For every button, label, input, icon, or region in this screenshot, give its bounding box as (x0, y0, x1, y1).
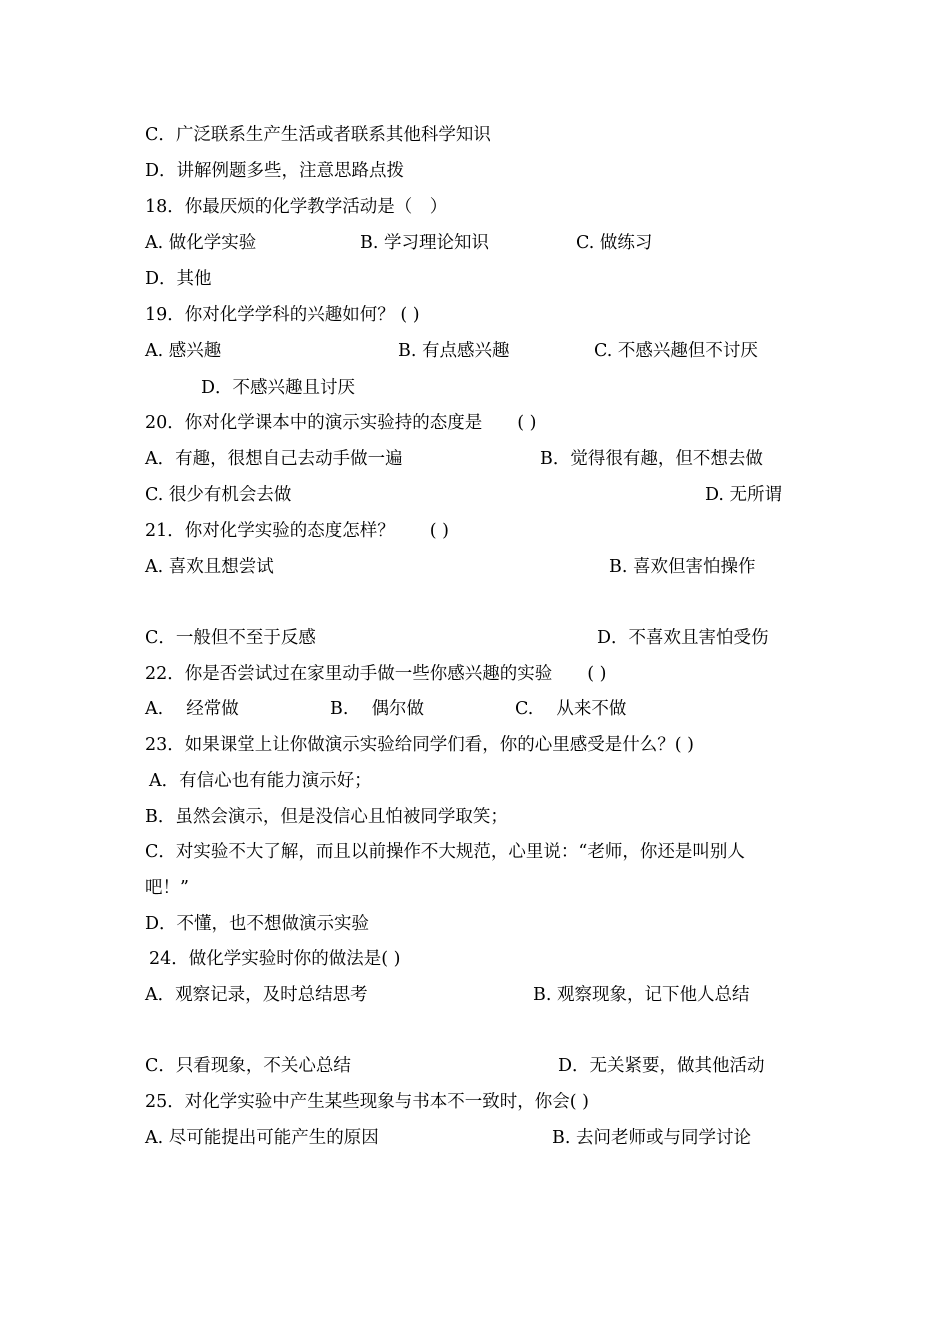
question-18-option-a: A. 做化学实验 (145, 233, 257, 253)
question-19-option-b: B. 有点感兴趣 (398, 341, 510, 361)
question-25-option-a: A. 尽可能提出可能产生的原因 (145, 1128, 379, 1148)
question-24-option-d: D．无关紧要，做其他活动 (558, 1056, 765, 1076)
question-19: 19．你对化学学科的兴趣如何？ ( ) (145, 305, 420, 325)
question-20-option-d: D. 无所谓 (705, 485, 783, 505)
question-19-option-a: A. 感兴趣 (145, 341, 222, 361)
question-22-option-b: B. 偶尔做 (330, 699, 424, 719)
question-19-option-d: D．不感兴趣且讨厌 (201, 378, 356, 398)
question-24-option-b: B. 观察现象，记下他人总结 (533, 985, 750, 1005)
question-22: 22．你是否尝试过在家里动手做一些你感兴趣的实验 ( ) (145, 664, 607, 684)
question-20: 20．你对化学课本中的演示实验持的态度是 ( ) (145, 413, 537, 433)
question-23-option-c-continued: 吧！” (145, 878, 189, 898)
question-22-option-c: C. 从来不做 (515, 699, 627, 719)
question-21-option-c: C．一般但不至于反感 (145, 628, 316, 648)
question-25: 25．对化学实验中产生某些现象与书本不一致时，你会( ) (145, 1092, 589, 1112)
question-18-option-c: C. 做练习 (576, 233, 653, 253)
question-24-option-c: C．只看现象，不关心总结 (145, 1056, 351, 1076)
question-20-option-c: C. 很少有机会去做 (145, 485, 292, 505)
question-20-option-a: A．有趣，很想自己去动手做一遍 (145, 449, 403, 469)
question-21: 21．你对化学实验的态度怎样？ ( ) (145, 521, 449, 541)
question-24: 24．做化学实验时你的做法是( ) (149, 949, 401, 969)
question-19-option-c: C. 不感兴趣但不讨厌 (594, 341, 758, 361)
question-25-option-b: B. 去问老师或与同学讨论 (552, 1128, 751, 1148)
option-d-previous: D．讲解例题多些，注意思路点拨 (145, 161, 405, 181)
question-21-option-a: A. 喜欢且想尝试 (145, 557, 274, 577)
question-24-option-a: A．观察记录，及时总结思考 (145, 985, 368, 1005)
question-18: 18．你最厌烦的化学教学活动是（ ） (145, 197, 448, 217)
question-23-option-d: D．不懂，也不想做演示实验 (145, 914, 370, 934)
question-22-option-a: A. 经常做 (145, 699, 239, 719)
question-21-option-d: D．不喜欢且害怕受伤 (597, 628, 769, 648)
question-23-option-a: A．有信心也有能力演示好； (149, 771, 372, 791)
question-23-option-c: C．对实验不大了解，而且以前操作不大规范，心里说：“老师，你还是叫别人 (145, 842, 745, 862)
question-18-option-d: D．其他 (145, 269, 212, 289)
question-23: 23．如果课堂上让你做演示实验给同学们看，你的心里感受是什么？( ) (145, 735, 694, 755)
question-21-option-b: B. 喜欢但害怕操作 (609, 557, 756, 577)
question-18-option-b: B. 学习理论知识 (360, 233, 489, 253)
question-20-option-b: B．觉得很有趣，但不想去做 (540, 449, 763, 469)
question-23-option-b: B．虽然会演示，但是没信心且怕被同学取笑； (145, 807, 508, 827)
option-c-previous: C．广泛联系生产生活或者联系其他科学知识 (145, 125, 491, 145)
